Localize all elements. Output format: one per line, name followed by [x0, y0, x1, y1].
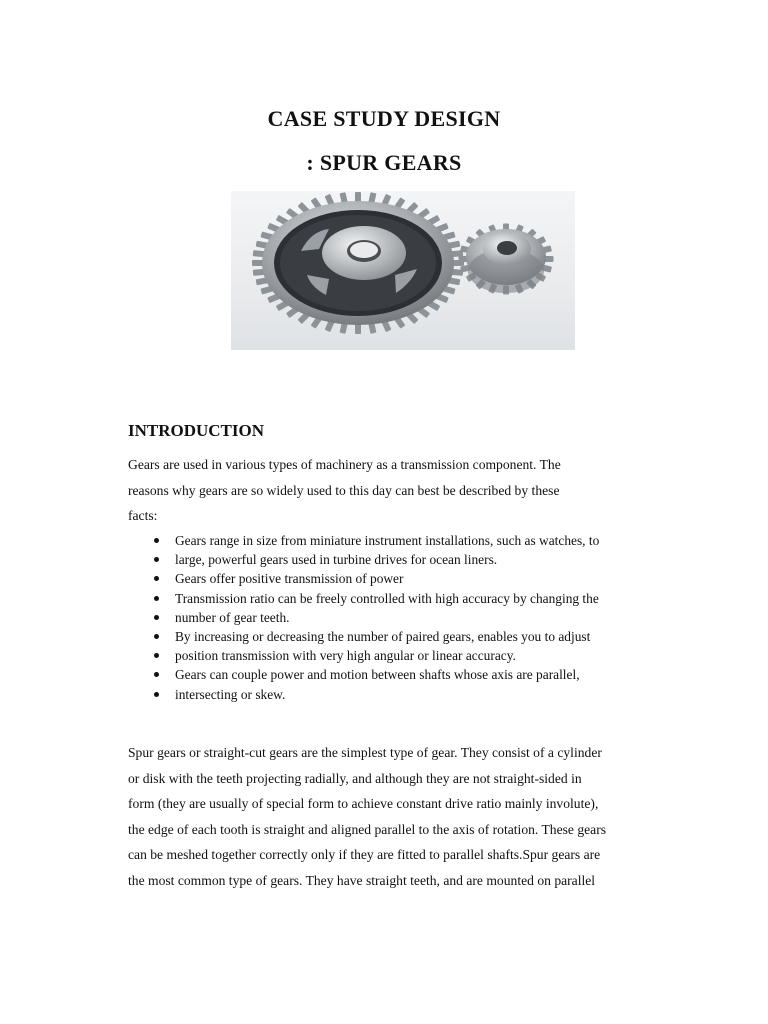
intro-line: reasons why gears are so widely used to this day can best be described by these [128, 482, 560, 498]
body-line: form (they are usually of special form to achieve constant drive ratio mainly involute), [128, 796, 599, 811]
large-gear-icon [252, 192, 464, 334]
intro-line: Gears are used in various types of machinery as a transmission component. The [128, 457, 561, 472]
list-item-text: large, powerful gears used in turbine drives for ocean liners. [175, 552, 498, 568]
list-item [128, 685, 688, 704]
facts-list [128, 531, 688, 704]
list-item [128, 608, 688, 627]
list-item-text: Transmission ratio can be freely controlled with high accuracy by changing the [175, 590, 599, 606]
list-item-text: By increasing or decreasing the number of paired gears, enables you to adjust [175, 629, 591, 645]
bullet-icon [154, 596, 159, 601]
body-line: or disk with the teeth projecting radially, and although they are not straight-sided in [128, 770, 582, 786]
list-item [128, 550, 688, 569]
document-title: CASE STUDY DESIGN [267, 106, 501, 131]
list-item-text: Gears offer positive transmission of power [175, 571, 404, 587]
spur-gears-paragraph [128, 740, 658, 893]
list-item [128, 569, 688, 588]
body-line: can be meshed together correctly only if they are fitted to parallel shafts.Spur gears are [128, 847, 601, 862]
list-item [128, 646, 688, 665]
bullet-icon [154, 557, 159, 562]
list-item [128, 531, 688, 550]
list-item-text: position transmission with very high angular or linear accuracy. [175, 648, 516, 664]
spur-gears-icon [231, 191, 575, 350]
list-item-text: Gears range in size from miniature instrument installations, such as watches, to [175, 533, 600, 548]
body-line: the most common type of gears. They have straight teeth, and are mounted on parallel [128, 872, 596, 888]
intro-line: facts: [128, 508, 158, 523]
list-item-text: Gears can couple power and motion between shafts whose axis are parallel, [175, 667, 580, 683]
bullet-icon [154, 653, 159, 658]
list-item-text: number of gear teeth. [175, 609, 290, 625]
bullet-icon [154, 576, 159, 581]
section-heading-introduction: INTRODUCTION [128, 421, 265, 440]
body-line: the edge of each tooth is straight and aligned parallel to the axis of rotation. These gears [128, 821, 607, 837]
spur-gears-image [231, 191, 575, 350]
list-item [128, 589, 688, 608]
bullet-icon [154, 634, 159, 639]
bullet-icon [154, 672, 159, 677]
document-subtitle: : SPUR GEARS [306, 150, 462, 175]
body-line: Spur gears or straight-cut gears are the simplest type of gear. They consist of a cylinder [128, 745, 602, 760]
bullet-icon [154, 538, 159, 543]
bullet-icon [154, 615, 159, 620]
bullet-icon [154, 692, 159, 697]
small-gear-icon [459, 224, 554, 295]
intro-paragraph [128, 452, 658, 529]
list-item-text: intersecting or skew. [175, 686, 286, 702]
list-item [128, 665, 688, 684]
list-item [128, 627, 688, 646]
